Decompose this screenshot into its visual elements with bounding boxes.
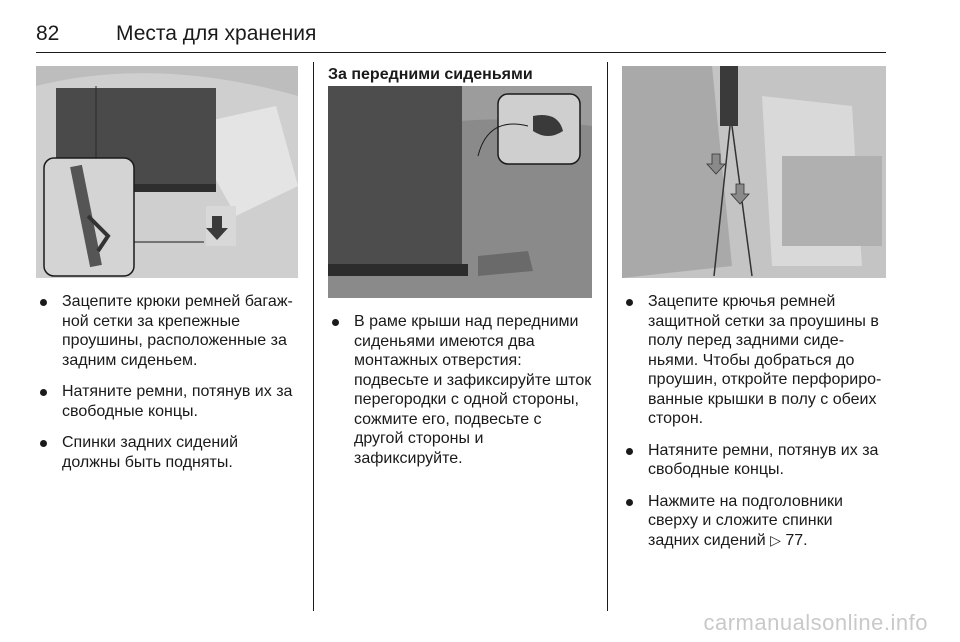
column-1-instructions (36, 292, 300, 484)
rear-seat-net-illustration (622, 66, 886, 278)
column-2-instructions (328, 312, 592, 480)
arrow-reference-icon: ▷ (770, 531, 781, 548)
list-item-text: Нажмите на подголовники сверху и сложите спинки задних сидений (648, 492, 843, 549)
cargo-net-illustration (36, 66, 298, 278)
page-reference[interactable]: 77. (785, 531, 808, 549)
column-divider-1 (313, 62, 314, 611)
list-item: Натяните ремни, потянув их за свободные концы. (622, 441, 888, 480)
page-number: 82 (36, 22, 60, 45)
page-header (36, 22, 886, 53)
list-item: В раме крыши над передними сиденьями имеются два монтажных отверстия: подвесьте и зафиксируйте шток перегородки с одной стороны, сожмите его, подвесьте с другой стороны и зафиксируйте. (328, 312, 592, 468)
list-item: Зацепите крючья ремней защитной сетки за проушины в полу перед задними сиденьями. Чтобы добраться до проушин, откройте перфорированные крышки в полу с обеих сторон. (622, 292, 888, 429)
page-title: Места для хранения (116, 22, 317, 45)
section-subheading: За передними сиденьями (328, 66, 533, 83)
column-divider-2 (607, 62, 608, 611)
list-item: Спинки задних сидений должны быть подняты. (36, 433, 300, 472)
list-item: Зацепите крюки ремней багажной сетки за крепежные проушины, расположенные за задним сиденьем. (36, 292, 300, 370)
partition-rod-illustration (328, 86, 592, 298)
list-item: Натяните ремни, потянув их за свободные концы. (36, 382, 300, 421)
column-3-instructions (622, 292, 888, 562)
list-item (622, 492, 888, 551)
watermark: carmanualsonline.info (703, 610, 928, 635)
